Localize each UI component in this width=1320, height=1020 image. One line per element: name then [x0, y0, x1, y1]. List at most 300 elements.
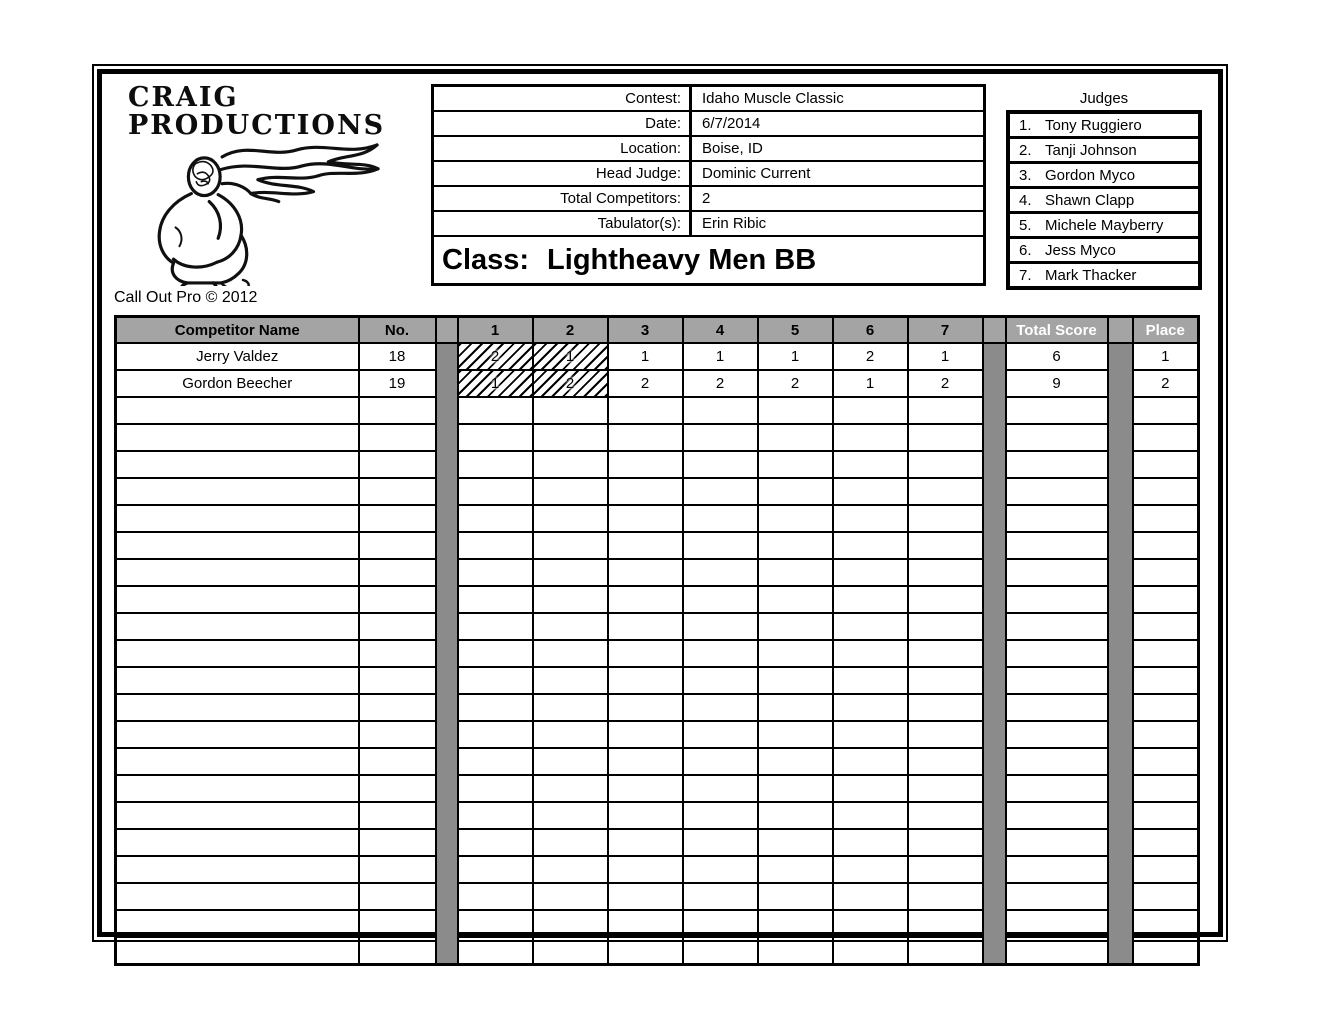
contest-info-label: Tabulator(s):: [434, 212, 692, 235]
total-score-cell: 9: [1006, 370, 1108, 397]
score-cell: 1: [908, 343, 983, 370]
score-cell: [608, 532, 683, 559]
empty-row: [116, 478, 1199, 505]
scoresheet-inner-border: [97, 69, 1223, 937]
score-cell: [608, 856, 683, 883]
contest-info-label: Contest:: [434, 87, 692, 110]
place-cell: [1133, 478, 1199, 505]
competitor-no-cell: [359, 478, 436, 505]
judge-name: Mark Thacker: [1045, 266, 1137, 284]
total-score-cell: [1006, 505, 1108, 532]
score-cell: 1: [758, 343, 833, 370]
score-cell: [683, 397, 758, 424]
place-cell: [1133, 721, 1199, 748]
score-cell: [833, 775, 908, 802]
competitor-no-cell: 18: [359, 343, 436, 370]
judge-name: Michele Mayberry: [1045, 216, 1164, 234]
score-cell: [458, 478, 533, 505]
place-cell: [1133, 856, 1199, 883]
score-cell: [533, 937, 608, 965]
score-table-head: [116, 317, 1199, 344]
score-table-wrap: [114, 315, 1200, 966]
competitor-name-cell: [116, 937, 359, 965]
score-cell: [458, 721, 533, 748]
score-cell: [908, 667, 983, 694]
score-cell: [533, 856, 608, 883]
bodybuilder-logo-icon: [102, 132, 380, 286]
competitor-name-cell: [116, 802, 359, 829]
score-cell: [608, 910, 683, 937]
score-cell: [908, 694, 983, 721]
contest-info-value: Idaho Muscle Classic: [702, 90, 844, 107]
competitor-name-cell: [116, 856, 359, 883]
score-cell: [908, 397, 983, 424]
contest-info-rows: [434, 87, 983, 237]
empty-row: [116, 883, 1199, 910]
contest-info-row: [434, 162, 983, 187]
score-cell: [533, 640, 608, 667]
place-cell: [1133, 559, 1199, 586]
score-cell: [683, 586, 758, 613]
judge-item: [1010, 139, 1198, 164]
score-cell: [683, 748, 758, 775]
score-cell: [758, 424, 833, 451]
score-cell: [833, 532, 908, 559]
place-cell: 2: [1133, 370, 1199, 397]
score-cell: [758, 613, 833, 640]
score-cell: [758, 802, 833, 829]
competitor-no-cell: [359, 559, 436, 586]
empty-row: [116, 694, 1199, 721]
score-cell: [908, 910, 983, 937]
total-score-cell: [1006, 748, 1108, 775]
score-cell: [758, 721, 833, 748]
score-table-body: [116, 343, 1199, 965]
judge-name: Jess Myco: [1045, 241, 1116, 259]
score-cell: [608, 721, 683, 748]
competitor-no-cell: [359, 748, 436, 775]
competitor-name-cell: [116, 640, 359, 667]
total-score-cell: [1006, 424, 1108, 451]
competitor-no-cell: [359, 829, 436, 856]
judge-number: 6.: [1019, 241, 1032, 259]
contest-info-row: [434, 87, 983, 112]
empty-row: [116, 937, 1199, 965]
judges-title: Judges: [1079, 90, 1129, 107]
score-cell: [833, 910, 908, 937]
score-cell: [833, 748, 908, 775]
competitor-no-cell: 19: [359, 370, 436, 397]
score-cell: [608, 640, 683, 667]
score-cell-dropped: 2: [533, 370, 608, 397]
competitor-row: [116, 343, 1199, 370]
empty-row: [116, 775, 1199, 802]
empty-row: [116, 802, 1199, 829]
score-cell: [458, 559, 533, 586]
judge-name: Tony Ruggiero: [1045, 116, 1142, 134]
score-cell: [833, 424, 908, 451]
empty-row: [116, 586, 1199, 613]
score-cell: [533, 748, 608, 775]
score-cell: [683, 613, 758, 640]
score-cell: [683, 667, 758, 694]
score-cell: 2: [908, 370, 983, 397]
score-cell: [833, 397, 908, 424]
contest-info-label: Total Competitors:: [434, 187, 692, 210]
score-cell: [683, 883, 758, 910]
score-cell: [908, 586, 983, 613]
score-cell: [458, 667, 533, 694]
score-cell: [683, 856, 758, 883]
score-table-header-row: [116, 317, 1199, 344]
score-cell: [608, 613, 683, 640]
place-cell: [1133, 937, 1199, 965]
competitor-no-cell: [359, 397, 436, 424]
logo-line2: PRODUCTIONS: [128, 109, 386, 141]
place-cell: [1133, 775, 1199, 802]
score-cell: [758, 775, 833, 802]
score-cell: [533, 559, 608, 586]
score-cell: [758, 478, 833, 505]
total-score-cell: [1006, 694, 1108, 721]
score-cell: [758, 586, 833, 613]
separator-band: [1108, 343, 1133, 965]
competitor-name-cell: [116, 532, 359, 559]
score-cell: [458, 829, 533, 856]
competitor-name-cell: [116, 883, 359, 910]
score-cell: [533, 775, 608, 802]
score-cell: [608, 505, 683, 532]
score-cell: [758, 694, 833, 721]
empty-row: [116, 397, 1199, 424]
score-cell: [908, 478, 983, 505]
place-cell: [1133, 802, 1199, 829]
col-header-total: Total Score: [1006, 317, 1108, 344]
score-table: [114, 315, 1200, 966]
score-cell: [833, 586, 908, 613]
competitor-no-cell: [359, 586, 436, 613]
score-cell: [533, 478, 608, 505]
score-cell: [908, 937, 983, 965]
score-cell: [683, 937, 758, 965]
total-score-cell: [1006, 397, 1108, 424]
separator-band: [436, 343, 458, 965]
score-cell: [758, 883, 833, 910]
score-cell: [833, 883, 908, 910]
judge-number: 3.: [1019, 166, 1032, 184]
score-cell: [458, 424, 533, 451]
score-cell: [758, 505, 833, 532]
score-cell: [683, 721, 758, 748]
score-cell: [533, 424, 608, 451]
competitor-name-cell: [116, 505, 359, 532]
total-score-cell: [1006, 667, 1108, 694]
contest-info-row: [434, 212, 983, 237]
score-cell: [683, 910, 758, 937]
header-spacer: [436, 317, 458, 344]
judge-item: [1010, 189, 1198, 214]
competitor-no-cell: [359, 640, 436, 667]
judge-name: Tanji Johnson: [1045, 141, 1137, 159]
score-cell: [533, 829, 608, 856]
competitor-no-cell: [359, 802, 436, 829]
competitor-name-cell: [116, 667, 359, 694]
score-cell: [758, 559, 833, 586]
score-cell: [608, 559, 683, 586]
empty-row: [116, 451, 1199, 478]
score-cell: [458, 451, 533, 478]
scoresheet-page: [92, 64, 1228, 942]
contest-info-value: Erin Ribic: [702, 215, 767, 232]
competitor-no-cell: [359, 883, 436, 910]
score-cell: [683, 802, 758, 829]
contest-info-value: 2: [702, 190, 711, 207]
score-cell: [608, 802, 683, 829]
score-cell: [908, 640, 983, 667]
contest-info-table: [431, 84, 986, 286]
contest-info-value: 6/7/2014: [702, 115, 761, 132]
score-cell: [758, 910, 833, 937]
total-score-cell: [1006, 721, 1108, 748]
score-cell: [683, 829, 758, 856]
score-cell: [908, 775, 983, 802]
score-cell: [758, 451, 833, 478]
score-cell: [683, 451, 758, 478]
competitor-name-cell: [116, 694, 359, 721]
score-cell: [608, 667, 683, 694]
empty-row: [116, 829, 1199, 856]
score-cell: [608, 937, 683, 965]
class-value: Lightheavy Men BB: [547, 243, 817, 276]
score-cell: [533, 505, 608, 532]
place-cell: [1133, 586, 1199, 613]
total-score-cell: 6: [1006, 343, 1108, 370]
empty-row: [116, 856, 1199, 883]
judge-number: 2.: [1019, 141, 1032, 159]
judge-number: 4.: [1019, 191, 1032, 209]
score-cell: [608, 424, 683, 451]
score-cell: [683, 559, 758, 586]
total-score-cell: [1006, 910, 1108, 937]
place-cell: [1133, 451, 1199, 478]
place-cell: [1133, 640, 1199, 667]
total-score-cell: [1006, 937, 1108, 965]
score-cell: [683, 694, 758, 721]
competitor-name-cell: [116, 748, 359, 775]
contest-info-label: Date:: [434, 112, 692, 135]
judge-item: [1010, 214, 1198, 239]
score-cell: [833, 667, 908, 694]
empty-row: [116, 910, 1199, 937]
competitor-no-cell: [359, 505, 436, 532]
contest-info-row: [434, 137, 983, 162]
total-score-cell: [1006, 640, 1108, 667]
competitor-name-cell: [116, 721, 359, 748]
score-cell: [458, 532, 533, 559]
place-cell: [1133, 424, 1199, 451]
score-cell: [833, 559, 908, 586]
place-cell: [1133, 613, 1199, 640]
separator-band: [983, 343, 1006, 965]
contest-info-row: [434, 112, 983, 137]
score-cell: [458, 937, 533, 965]
col-header-judge-7: 7: [908, 317, 983, 344]
score-cell: [608, 397, 683, 424]
judge-number: 5.: [1019, 216, 1032, 234]
score-cell: 1: [833, 370, 908, 397]
score-cell: [608, 748, 683, 775]
score-cell: [833, 640, 908, 667]
place-cell: [1133, 748, 1199, 775]
score-cell: [833, 694, 908, 721]
place-cell: [1133, 883, 1199, 910]
score-cell: [533, 451, 608, 478]
competitor-no-cell: [359, 694, 436, 721]
score-cell: [458, 613, 533, 640]
total-score-cell: [1006, 883, 1108, 910]
score-cell: [608, 883, 683, 910]
score-cell: 1: [608, 343, 683, 370]
score-cell: [608, 478, 683, 505]
logo-line1: CRAIG: [128, 82, 239, 113]
empty-row: [116, 721, 1199, 748]
score-cell: [908, 451, 983, 478]
competitor-name-cell: [116, 586, 359, 613]
score-cell: [608, 775, 683, 802]
score-cell: [908, 505, 983, 532]
col-header-judge-5: 5: [758, 317, 833, 344]
contest-info-row: [434, 187, 983, 212]
score-cell: [533, 397, 608, 424]
score-cell: [908, 559, 983, 586]
score-cell: [758, 937, 833, 965]
judge-number: 7.: [1019, 266, 1032, 284]
score-cell: [833, 802, 908, 829]
score-cell: [458, 694, 533, 721]
score-cell: [833, 721, 908, 748]
score-cell: [833, 505, 908, 532]
competitor-name-cell: [116, 397, 359, 424]
score-cell: [908, 829, 983, 856]
total-score-cell: [1006, 559, 1108, 586]
competitor-no-cell: [359, 721, 436, 748]
judge-item: [1010, 164, 1198, 189]
total-score-cell: [1006, 451, 1108, 478]
competitor-no-cell: [359, 910, 436, 937]
score-cell: [908, 532, 983, 559]
score-cell: [683, 505, 758, 532]
empty-row: [116, 613, 1199, 640]
header-spacer: [983, 317, 1006, 344]
place-cell: [1133, 694, 1199, 721]
score-cell: [758, 667, 833, 694]
total-score-cell: [1006, 829, 1108, 856]
col-header-judge-6: 6: [833, 317, 908, 344]
score-cell: [833, 613, 908, 640]
score-cell: [533, 532, 608, 559]
score-cell: 2: [683, 370, 758, 397]
col-header-place: Place: [1133, 317, 1199, 344]
judge-name: Gordon Myco: [1045, 166, 1136, 184]
competitor-name-cell: Jerry Valdez: [116, 343, 359, 370]
total-score-cell: [1006, 478, 1108, 505]
total-score-cell: [1006, 586, 1108, 613]
score-cell: [533, 613, 608, 640]
judge-item: [1010, 114, 1198, 139]
competitor-row: [116, 370, 1199, 397]
score-cell: [683, 478, 758, 505]
judge-item: [1010, 239, 1198, 264]
score-cell: [533, 721, 608, 748]
place-cell: [1133, 829, 1199, 856]
competitor-name-cell: [116, 451, 359, 478]
score-cell: [833, 937, 908, 965]
header-spacer: [1108, 317, 1133, 344]
score-cell-dropped: 2: [458, 343, 533, 370]
total-score-cell: [1006, 532, 1108, 559]
judge-name: Shawn Clapp: [1045, 191, 1135, 209]
score-cell: 1: [683, 343, 758, 370]
score-cell: [458, 748, 533, 775]
score-cell-dropped: 1: [458, 370, 533, 397]
score-cell: [533, 883, 608, 910]
score-cell: [908, 802, 983, 829]
col-header-judge-2: 2: [533, 317, 608, 344]
empty-row: [116, 505, 1199, 532]
place-cell: [1133, 667, 1199, 694]
score-cell: [533, 667, 608, 694]
score-cell: [458, 640, 533, 667]
judge-number: 1.: [1019, 116, 1032, 134]
total-score-cell: [1006, 775, 1108, 802]
copyright-text: Call Out Pro © 2012: [114, 289, 258, 306]
competitor-no-cell: [359, 532, 436, 559]
empty-row: [116, 640, 1199, 667]
score-cell: [908, 424, 983, 451]
competitor-no-cell: [359, 613, 436, 640]
judges-panel: [1006, 90, 1202, 290]
col-header-judge-1: 1: [458, 317, 533, 344]
score-cell: [533, 694, 608, 721]
judge-item: [1010, 264, 1198, 286]
place-cell: 1: [1133, 343, 1199, 370]
score-cell: [608, 451, 683, 478]
score-cell: [683, 640, 758, 667]
competitor-name-cell: [116, 613, 359, 640]
col-header-no: No.: [359, 317, 436, 344]
score-cell: 2: [758, 370, 833, 397]
competitor-name-cell: [116, 424, 359, 451]
col-header-name: Competitor Name: [116, 317, 359, 344]
score-cell: [758, 856, 833, 883]
competitor-no-cell: [359, 451, 436, 478]
score-cell: [833, 829, 908, 856]
col-header-judge-3: 3: [608, 317, 683, 344]
competitor-no-cell: [359, 937, 436, 965]
contest-info-value: Dominic Current: [702, 165, 811, 182]
contest-info-value: Boise, ID: [702, 140, 763, 157]
place-cell: [1133, 532, 1199, 559]
competitor-no-cell: [359, 667, 436, 694]
score-cell: [683, 424, 758, 451]
score-cell: 2: [833, 343, 908, 370]
score-cell: [908, 883, 983, 910]
judges-list: [1006, 110, 1202, 290]
total-score-cell: [1006, 802, 1108, 829]
score-cell: [683, 775, 758, 802]
competitor-name-cell: Gordon Beecher: [116, 370, 359, 397]
contest-info-label: Head Judge:: [434, 162, 692, 185]
